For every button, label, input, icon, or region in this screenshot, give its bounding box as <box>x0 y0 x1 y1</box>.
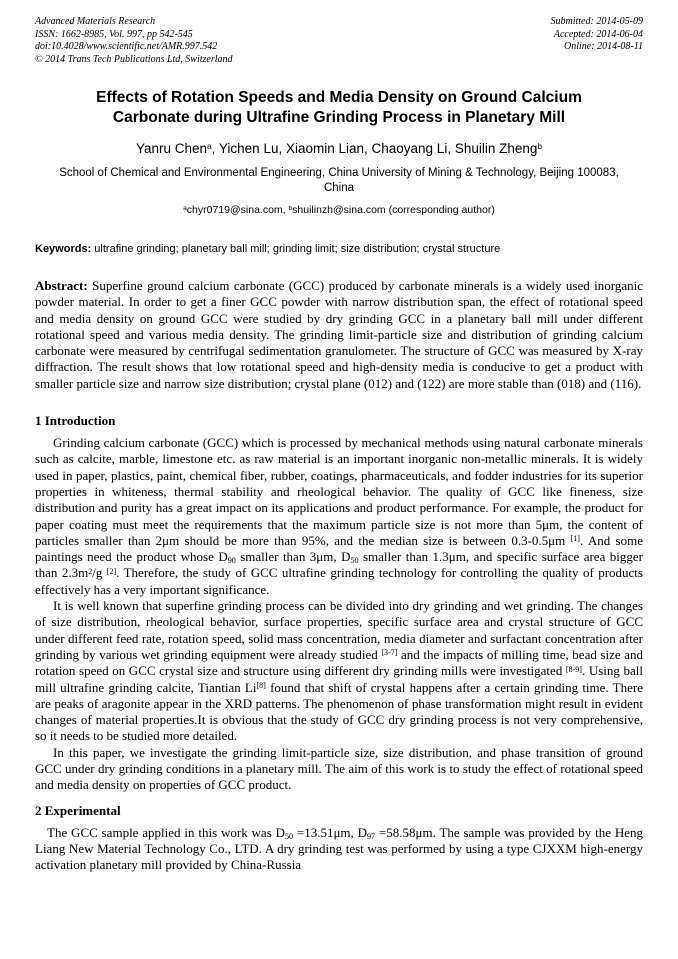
abstract-label: Abstract: <box>35 278 93 293</box>
issn-line: ISSN: 1662-8985, Vol. 997, pp 542-545 <box>35 28 193 40</box>
keywords-label: Keywords: <box>35 243 92 255</box>
submitted-date: Submitted: 2014-05-09 <box>550 16 643 27</box>
doi-line: doi:10.4028/www.scientific.net/AMR.997.542 <box>35 41 218 52</box>
abstract-paragraph <box>35 278 643 392</box>
authors-line: Yanru Chen$^a$, Yichen Lu, Xiaomin Lian, Chaoyang Li, Shuilin Zheng$^b$ <box>135 141 543 156</box>
section-heading-experimental: 2 Experimental <box>35 802 121 818</box>
affiliation-line: School of Chemical and Environmental Engineering, China University of Mining & Technology, Beijing 100083, China <box>59 167 619 194</box>
journal-info-block <box>35 16 233 66</box>
paper-header <box>35 16 643 66</box>
copyright-line: © 2014 Trans Tech Publications Ltd, Switzerland <box>35 53 233 65</box>
online-date: Online: 2014-08-11 <box>564 41 643 52</box>
dates-block <box>551 16 644 54</box>
intro-paragraph-1: Grinding calcium carbonate (GCC) which is processed by mechanical methods using natural carbonate minerals such as calcite, marble, limestone etc. as raw material is an important inorganic non-metallic minerals. It is widely used in paper, plastics, paint, chemical fiber, rubber, coatings, pharmaceuticals, and fodder industries for its superior properties in whiteness, thermal stability and rheological behavior. The quality of GCC like fineness, size distribution and purity has a great impact on its applications and product performance. For example, the product for paper coating must meet the requirements that the maximum particle size is not more than 5μm, the content of particles smaller than 2μm should be more than 95%, and the median size is between 0.3-0.5μm [1]. And some paintings need the product whose $D_{90}$ smaller than 3μm, $D_{50}$ smaller than 1.3μm, and specific surface area bigger than $2.3m^2/g$ [2]. Therefore, the study of GCC ultrafine grinding technology for controlling the quality of products effectively has a very important significance. <box>35 435 644 597</box>
paper-title: Effects of Rotation Speeds and Media Density on Ground Calcium Carbonate during Ultrafine Grinding Process in Planetary Mill <box>96 89 582 126</box>
accepted-date: Accepted: 2014-06-04 <box>553 28 643 40</box>
keywords-text: ultrafine grinding; planetary ball mill; grinding limit; size distribution; crystal structure <box>91 243 501 255</box>
abstract-text: Superfine ground calcium carbonate (GCC) produced by carbonate minerals is a widely used inorganic powder material. In order to get a finer GCC powder with narrow distribution span, the effect of rotational speed and media density on ground GCC were studied by dry grinding GCC in a planetary ball mill under different rotational speed and various media density. The grinding limit-particle size and distribution of grinding calcium carbonate were measured by centrifugal sedimentation granulometer. The structure of GCC was measured by X-ray diffraction. The result shows that low rotational speed and high-density media is conducive to get a product with smaller particle size and narrow size distribution; crystal plane (012) and (122) are more stable than (018) and (116). <box>35 278 643 391</box>
keywords-line <box>35 243 643 255</box>
experimental-paragraph-1: The GCC sample applied in this work was $D_{50} =13.51\mu m$, $D_{97} =58.58\mu m$. The sample was provided by the Heng Liang New Material Technology Co., LTD. A dry grinding test was performed by using a type CJXXM high-energy activation planetary mill provided by China-Russia <box>35 824 643 873</box>
intro-paragraph-3: In this paper, we investigate the grinding limit-particle size, size distribution, and phase transition of ground GCC under dry grinding conditions in a planetary mill. The aim of this work is to study the effect of rotational speed and media density on properties of GCC product. <box>35 744 643 793</box>
intro-paragraph-2: It is well known that superfine grinding process can be divided into dry grinding and wet grinding. The changes of size distribution, rheological behavior, surface properties, specific surface area and crystal structure of GCC under different feed rate, rotation speed, solid mass concentration, media diameter and surfactant concentration after grinding by various wet grinding equipment were already studied [3-7] and the impacts of milling time, bead size and rotation speed on GCC crystal size and structure using different dry grinding mills were investigated [8-9]. Using ball mill ultrafine grinding calcite, Tiantian Li[8] found that shift of crystal happens after a certain grinding time. There are peaks of aragonite appear in the XRD patterns. The phenomenon of phase transformation might result in evident changes of material properties.It is obvious that the study of GCC dry grinding process is not very comprehensive, so it needs to be studied more detailed. <box>35 598 643 744</box>
section-heading-introduction: 1 Introduction <box>35 413 116 429</box>
journal-name: Advanced Materials Research <box>35 16 156 27</box>
emails-line: $^a$chyr0719@sina.com, $^b$shuilinzh@sina.com (corresponding author) <box>183 204 495 216</box>
